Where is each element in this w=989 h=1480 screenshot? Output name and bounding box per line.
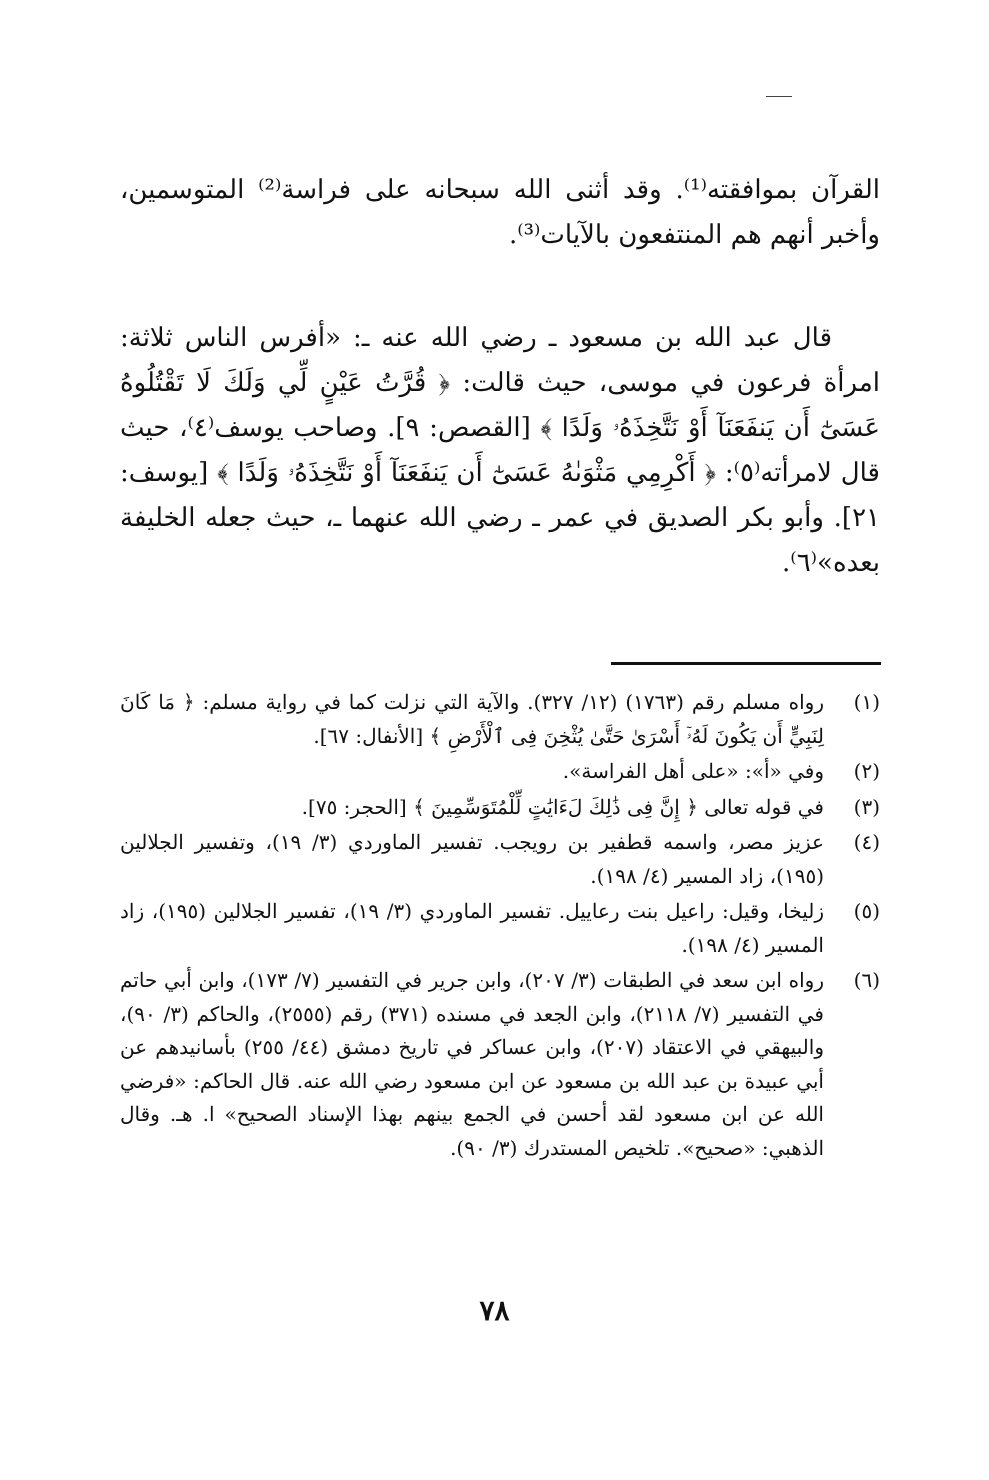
footnote-3 [120, 791, 880, 825]
footnote-6 [120, 964, 880, 1165]
footnotes [120, 686, 880, 1167]
footnote-4 [120, 826, 880, 893]
footnote-1 [120, 686, 880, 753]
footnote-text: رواه ابن سعد في الطبقات (٣/ ٢٠٧)، وابن جرير في التفسير (٧/ ١٧٣)، وابن أبي حاتم في التفسير (٧/ ٢١١٨)، وابن الجعد في مسنده (٣٧١) رقم (٢٥٥٥)، والحاكم (٣/ ٩٠)، والبيهقي في الاعتقاد (٢٠٧)، وابن عساكر في تاريخ دمشق (٤٤/ ٢٥٥) بأسانيدهم عن أبي عبيدة بن عبد الله بن مسعود عن ابن مسعود رضي الله عنه. قال الحاكم: «فرضي الله عن ابن مسعود لقد أحسن في الجمع بينهم بهذا الإسناد الصحيح» ا. هـ. وقال الذهبي: «صحيح». تلخيص المستدرك (٣/ ٩٠). [120, 968, 824, 1160]
footnote-text: وفي «أ»: «على أهل الفراسة». [562, 759, 824, 783]
paragraph-2: قال عبد الله بن مسعود ـ رضي الله عنه ـ: «أفرس الناس ثلاثة: امرأة فرعون في موسى، حيث قالت: ﴿ قُرَّتُ عَيْنٍ لِّي وَلَكَ لَا تَقْتُلُوهُ عَسَىٰٓ أَن يَنفَعَنَآ أَوْ نَتَّخِذَهُۥ وَلَدًا ﴾ [القصص: ٩]. وصاحب يوسف⁽٤⁾، حيث قال لامرأته⁽٥⁾: ﴿ أَكْرِمِي مَثْوَىٰهُ عَسَىٰٓ أَن يَنفَعَنَآ أَوْ نَتَّخِذَهُۥ وَلَدًا ﴾ [يوسف: ٢١]. وأبو بكر الصديق في عمر ـ رضي الله عنهما ـ، حيث جعله الخليفة بعده»⁽٦⁾. [120, 323, 880, 578]
footnote-number: (٣) [853, 794, 880, 819]
footnote-number: (٥) [853, 899, 880, 923]
footnote-number: (٤) [853, 830, 880, 854]
footnote-text: عزيز مصر، واسمه قطفير بن رويجب. تفسير الماوردي (٣/ ١٩)، وتفسير الجلالين (١٩٥)، زاد المسير (٤/ ١٩٨). [120, 830, 824, 888]
main-text [120, 168, 880, 586]
footnote-number: (٢) [853, 759, 880, 783]
paragraph-1: القرآن بموافقته⁽¹⁾. وقد أثنى الله سبحانه على فراسة⁽²⁾ المتوسمين، وأخبر أنهم هم المنتفعون بالآيات⁽³⁾. [120, 175, 881, 250]
footnote-text: زليخا، وقيل: راعيل بنت رعاييل. تفسير الماوردي (٣/ ١٩)، تفسير الجلالين (١٩٥)، زاد المسير (٤/ ١٩٨). [120, 899, 824, 957]
footnote-number: (١) [853, 690, 880, 714]
footnote-text: رواه مسلم رقم (١٧٦٣) (١٢/ ٣٢٧). والآية التي نزلت كما في رواية مسلم: ﴿ مَا كَانَ لِنَبِيٍّ أَن يَكُونَ لَهُۥٓ أَسْرَىٰ حَتَّىٰ يُثْخِنَ فِى ٱلْأَرْضِ ﴾ [الأنفال: ٦٧]. [120, 690, 824, 748]
footnote-text: في قوله تعالى ﴿ إِنَّ فِى ذَٰلِكَ لَءَايَٰتٍ لِّلْمُتَوَسِّمِينَ ﴾ [الحجر: ٧٥]. [301, 794, 824, 819]
footnote-number: (٦) [853, 968, 880, 992]
footnote-separator [611, 662, 881, 665]
header-mark [766, 96, 792, 97]
footnote-5 [120, 895, 880, 962]
footnote-2 [120, 755, 880, 789]
page-number: ٧٨ [479, 1294, 510, 1327]
